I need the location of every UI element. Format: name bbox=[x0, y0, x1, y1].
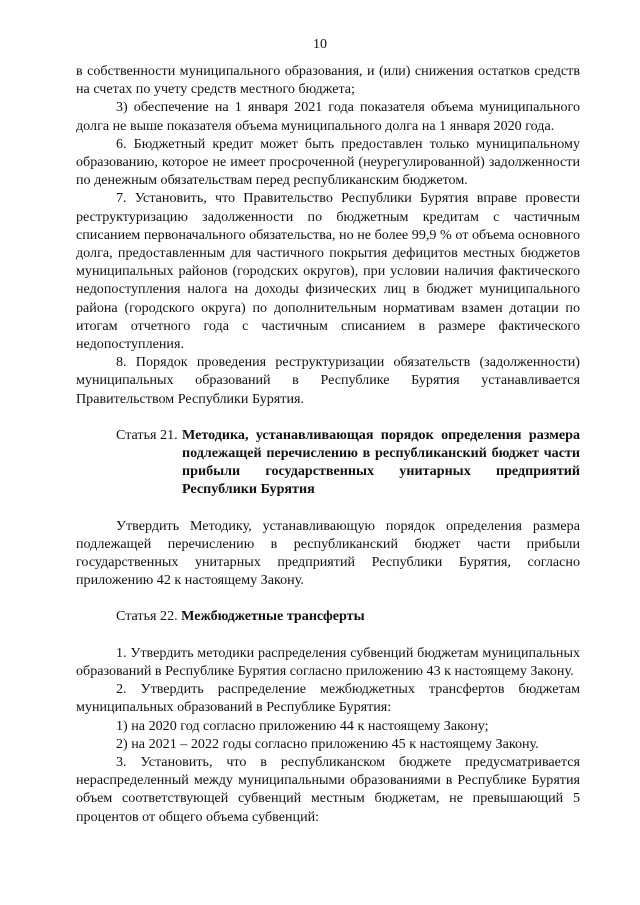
article-22-point-3: 3. Установить, что в республиканском бюджете предусматривается нераспределенный между муниципальными образованиями в Республике Бурятия объем соответствующей субвенций местным бюджетам, не превышающий 5 процентов от общего объема субвенций: bbox=[76, 753, 580, 825]
paragraph-point-7: 7. Установить, что Правительство Республики Бурятия вправе провести реструктуризацию задолженности по бюджетным кредитам с частичным списанием первоначального обязательства, но не более 99,9 % от объема основного долга, предоставленным для частичного покрытия дефицитов местных бюджетов муниципальных районов (городских округов), при условии наличия фактического недопоступления налога на доходы физических лиц в бюджет муниципального района (городского округа) по дополнительным нормативам взамен дотации по итогам отчетного года с частичным списанием в размере фактического недопоступления. bbox=[76, 190, 580, 353]
article-21-label: Статья 21. bbox=[116, 426, 178, 443]
paragraph-point-8: 8. Порядок проведения реструктуризации обязательств (задолженности) муниципальных образований в Республике Бурятия устанавливается Правительством Республики Бурятия. bbox=[76, 354, 580, 407]
article-22-subitem-2: 2) на 2021 – 2022 годы согласно приложению 45 к настоящему Закону. bbox=[116, 735, 539, 752]
article-22-point-2: 2. Утвердить распределение межбюджетных трансфертов бюджетам муниципальных образований в Республике Бурятия: bbox=[76, 681, 580, 716]
article-21-heading bbox=[76, 426, 580, 499]
article-22-heading bbox=[76, 607, 580, 625]
paragraph-continuation: в собственности муниципального образования, и (или) снижения остатков средств на счетах по учету средств местного бюджета; bbox=[76, 63, 580, 98]
paragraph-point-6: 6. Бюджетный кредит может быть предоставлен только муниципальному образованию, которое не имеет просроченной (неурегулированной) задолженности по денежным обязательствам перед республиканским бюджетом. bbox=[76, 135, 580, 189]
article-21-body: Утвердить Методику, устанавливающую порядок определения размера подлежащей перечислению в республиканский бюджет части прибыли государственных унитарных предприятий Республики Бурятия, согласно приложению 42 к настоящему Закону. bbox=[76, 517, 580, 589]
article-22-point-1: 1. Утвердить методики распределения субвенций бюджетам муниципальных образований в Республике Бурятия согласно приложению 43 к настоящему Закону. bbox=[76, 644, 580, 679]
article-22-title: Межбюджетные трансферты bbox=[181, 608, 365, 625]
paragraph-item-3: 3) обеспечение на 1 января 2021 года показателя объема муниципального долга не выше показателя объема муниципального долга на 1 января 2020 года. bbox=[76, 99, 580, 134]
article-22-subitem-1: 1) на 2020 год согласно приложению 44 к настоящему Закону; bbox=[116, 717, 489, 734]
article-22-label: Статья 22. bbox=[116, 608, 182, 625]
page-number: 10 bbox=[313, 37, 327, 52]
document-body bbox=[76, 62, 580, 826]
article-21-title: Методика, устанавливающая порядок определения размера подлежащей перечислению в республиканский бюджет части прибыли государственных унитарных предприятий Республики Бурятия bbox=[182, 426, 580, 498]
